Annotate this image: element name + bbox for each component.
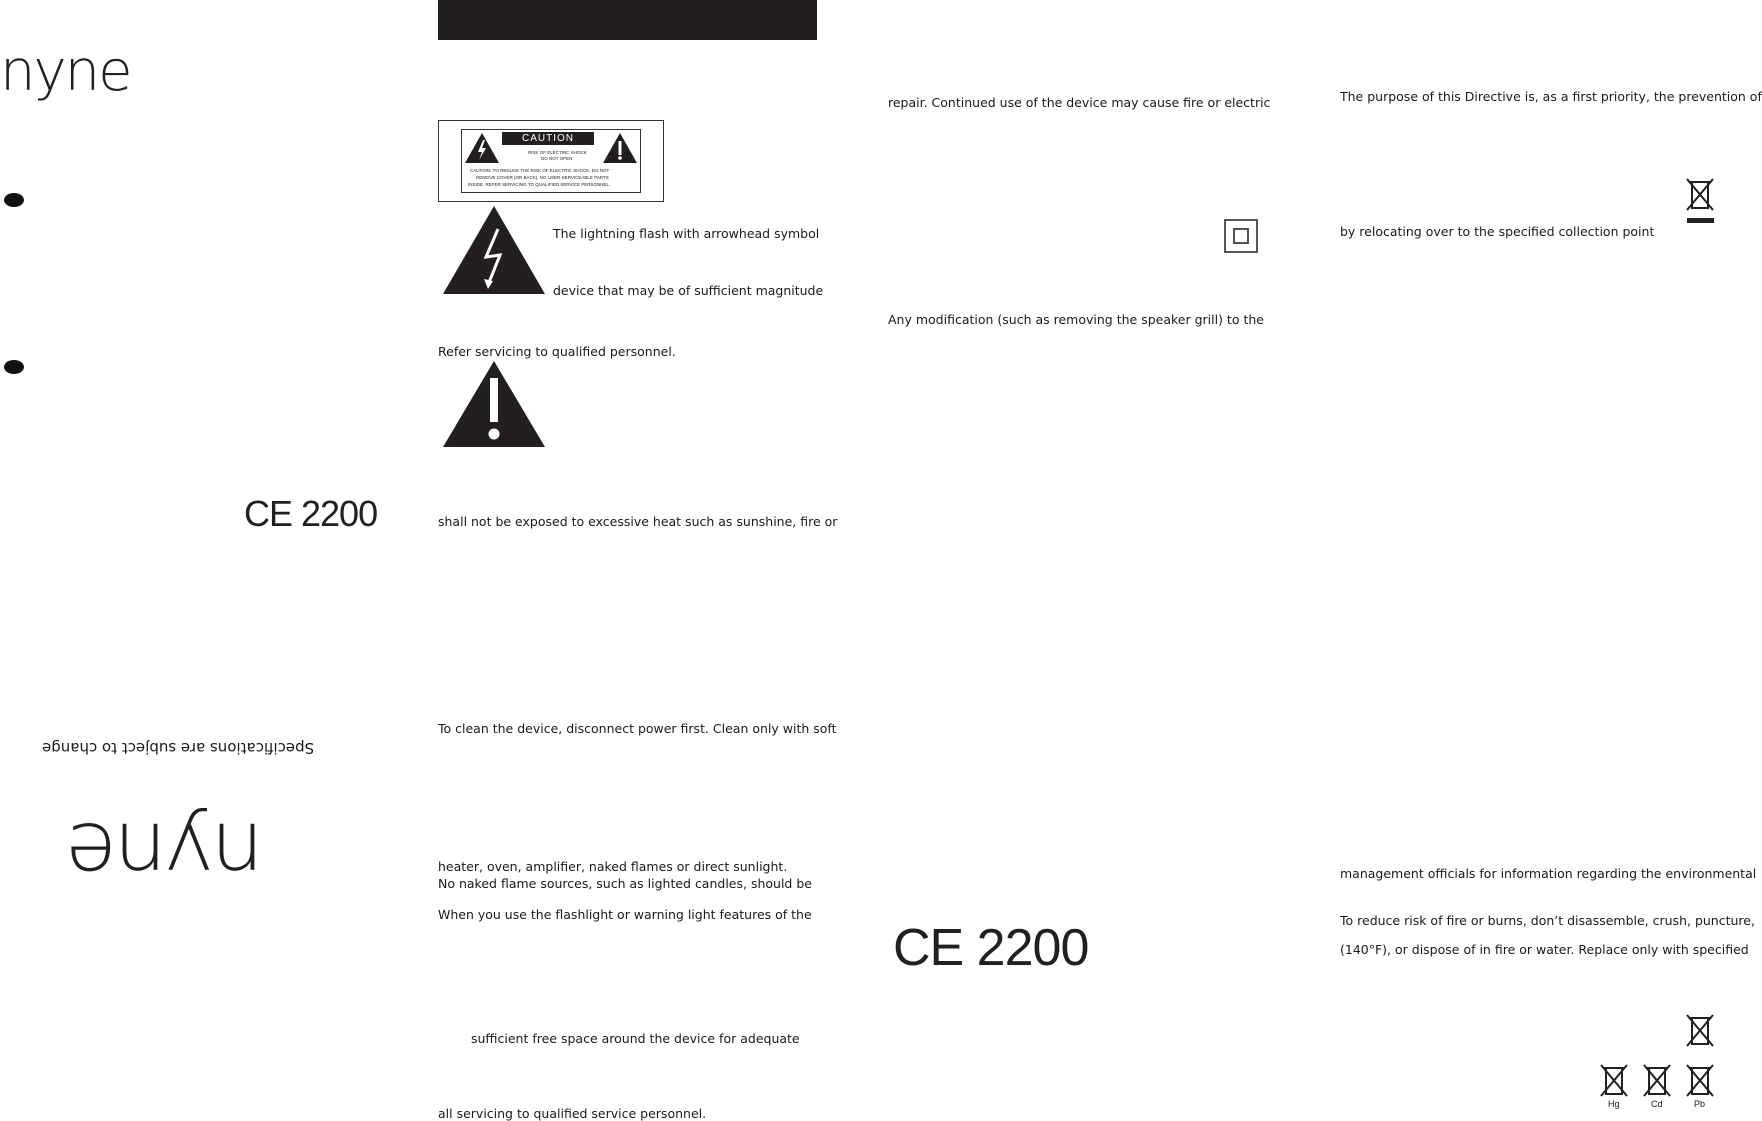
battery-bin-pb-icon: [1684, 1062, 1717, 1098]
weee-bin-icon: [1684, 176, 1717, 226]
header-bar: [438, 0, 817, 40]
caution-line: INSIDE. REFER SERVICING TO QUALIFIED SERVICE PERSONNEL.: [468, 182, 611, 187]
caution-line: CAUTION: TO REDUCE THE RISK OF ELECTRIC SHOCK, DO NOT: [470, 168, 610, 173]
exclamation-icon: [442, 360, 546, 448]
caution-label: [438, 120, 664, 202]
weee-bin-icon: [1684, 1012, 1717, 1048]
brand-logo: nyne: [0, 39, 131, 104]
relocating-text: by relocating over to the specified collection point: [1340, 224, 1655, 239]
bullet-dot: [4, 193, 24, 207]
caution-line: RISK OF ELECTRIC SHOCK: [528, 150, 587, 155]
flashlight-text: When you use the flashlight or warning light features of the: [438, 907, 812, 922]
free-space-text: sufficient free space around the device for adequate: [471, 1031, 800, 1046]
brand-logo-flipped: nyne: [68, 804, 264, 902]
lightning-warning-icon: [464, 132, 500, 164]
lightning-text-1: The lightning flash with arrowhead symbol: [553, 226, 820, 241]
chem-label-cd: Cd: [1651, 1099, 1663, 1109]
chem-label-pb: Pb: [1694, 1099, 1706, 1109]
exclamation-warning-icon: [602, 132, 638, 164]
heater-text: heater, oven, amplifier, naked flames or direct sunlight.: [438, 859, 788, 874]
heat-text: shall not be exposed to excessive heat such as sunshine, fire or: [438, 514, 838, 529]
refer-servicing-text: Refer servicing to qualified personnel.: [438, 344, 676, 359]
servicing-text: all servicing to qualified service personnel.: [438, 1106, 707, 1121]
chem-label-hg: Hg: [1608, 1099, 1620, 1109]
repair-text: repair. Continued use of the device may cause fire or electric: [888, 95, 1271, 110]
reduce-risk-text: To reduce risk of fire or burns, don’t disassemble, crush, puncture,: [1340, 913, 1755, 928]
caution-title: CAUTION: [502, 132, 594, 145]
clean-text: To clean the device, disconnect power first. Clean only with soft: [438, 721, 837, 736]
caution-label-inner: [461, 129, 641, 193]
caution-line: REMOVE COVER (OR BACK). NO USER-SERVICEABLE PARTS: [476, 175, 609, 180]
bullet-dot: [4, 360, 24, 374]
dispose-text: (140°F), or dispose of in fire or water. Replace only with specified: [1340, 942, 1749, 957]
modification-text: Any modification (such as removing the speaker grill) to the: [888, 312, 1264, 327]
flame-text: No naked flame sources, such as lighted candles, should be: [438, 876, 812, 891]
ce-mark: CE 2200: [893, 919, 1089, 977]
lightning-flash-icon: [442, 205, 546, 295]
ce-mark: CE 2200: [244, 493, 378, 534]
double-insulation-icon: [1224, 219, 1258, 253]
management-text: management officials for information regarding the environmental: [1340, 866, 1757, 881]
spec-note-flipped: Specifications are subject to change: [42, 739, 315, 757]
battery-bin-hg-icon: [1598, 1062, 1631, 1098]
battery-bin-cd-icon: [1641, 1062, 1674, 1098]
caution-line: DO NOT OPEN: [541, 156, 573, 161]
purpose-text: The purpose of this Directive is, as a first priority, the prevention of: [1340, 89, 1762, 104]
lightning-text-2: device that may be of sufficient magnitude: [553, 283, 824, 298]
